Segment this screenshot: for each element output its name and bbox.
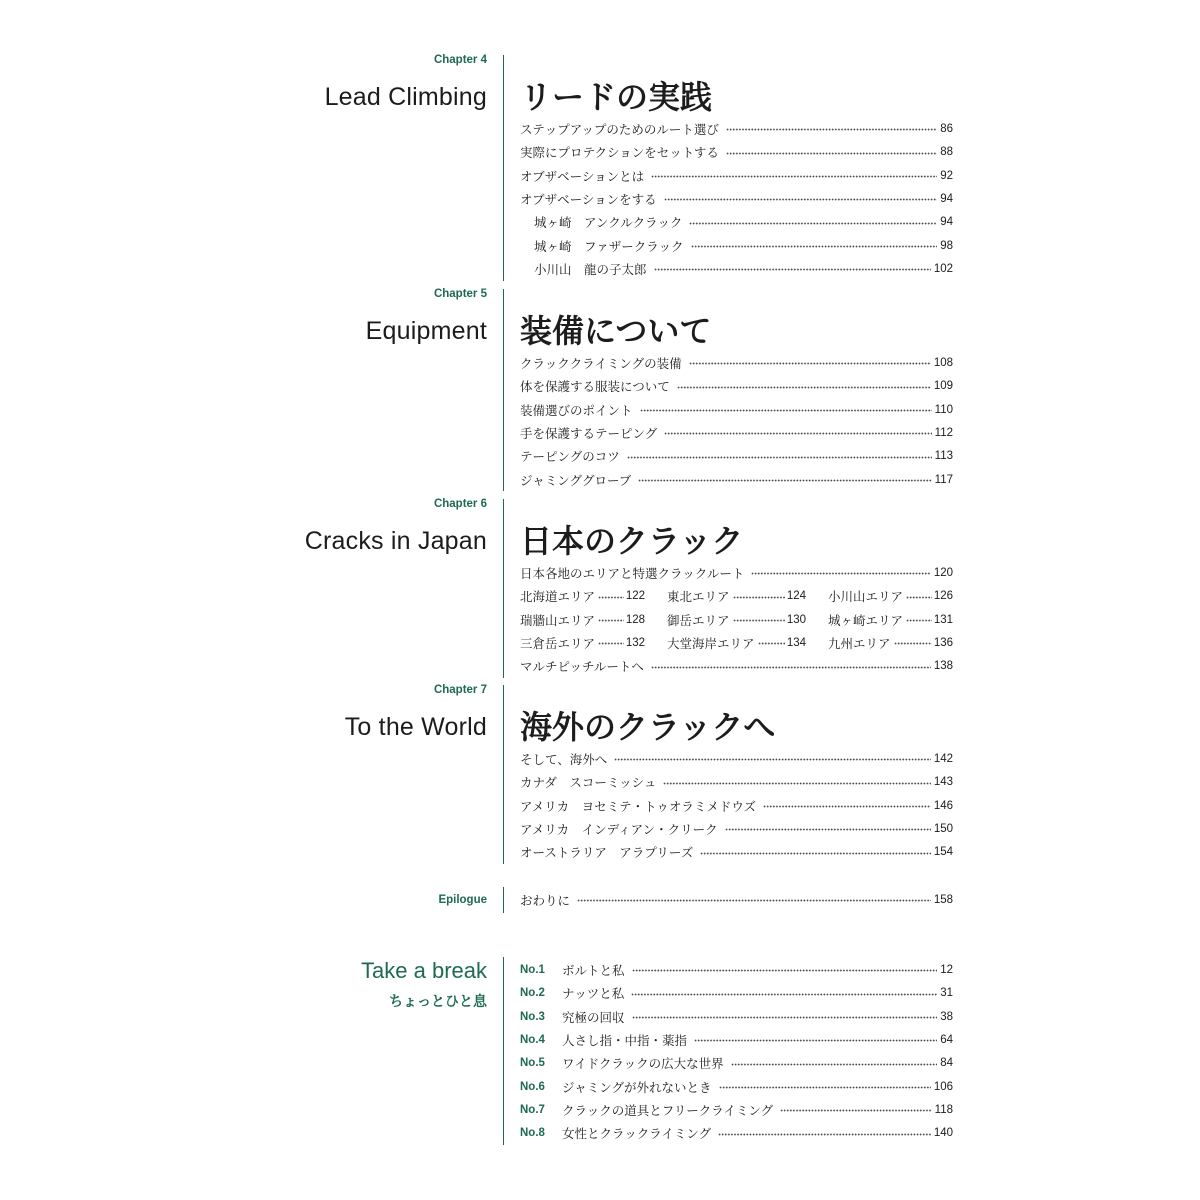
page-number: 12 — [940, 963, 953, 976]
area-entry-title: 御岳エリア — [667, 612, 730, 628]
toc-entry — [520, 958, 953, 981]
toc-entry-title: 女性とクラックライミング — [562, 1126, 712, 1142]
leader-dots — [719, 1086, 931, 1089]
toc-entry-title: そして、海外へ — [520, 751, 608, 767]
page-number: 94 — [940, 216, 953, 229]
toc-entry — [520, 164, 953, 187]
toc-entry-title: 実際にプロテクションをセットする — [520, 145, 719, 161]
area-entry — [828, 631, 953, 654]
leader-dots — [651, 666, 931, 669]
page-number: 109 — [933, 380, 953, 393]
page-number: 128 — [625, 613, 645, 626]
leader-dots — [598, 596, 624, 599]
leader-dots — [677, 386, 931, 389]
leader-dots — [689, 222, 937, 225]
page-number: 94 — [940, 192, 953, 205]
area-entry — [520, 608, 645, 631]
page-number: 143 — [933, 776, 953, 789]
toc-entry-title: 日本各地のエリアと特選クラックルート — [520, 565, 745, 581]
break-number: No.2 — [520, 987, 545, 1000]
toc-sub-entry — [520, 211, 953, 234]
toc-entry-title: アメリカ ヨセミテ・トゥオラミメドウズ — [520, 798, 756, 814]
break-title-en: Take a break — [361, 958, 487, 983]
section-divider — [503, 499, 504, 678]
page-number: 136 — [933, 636, 953, 649]
area-entry-title: 九州エリア — [828, 635, 891, 651]
leader-dots — [906, 596, 932, 599]
leader-dots — [664, 432, 931, 435]
chapter-5-section — [0, 287, 1200, 493]
toc-entry-title: ジャミンググローブ — [520, 472, 632, 488]
toc-entry-title: 城ヶ崎 アンクルクラック — [534, 215, 683, 231]
page-number: 138 — [933, 660, 953, 673]
page-number: 113 — [934, 450, 953, 463]
leader-dots — [654, 268, 931, 271]
page-number: 117 — [934, 473, 953, 486]
page-number: 131 — [933, 613, 953, 626]
page-number: 38 — [940, 1010, 953, 1023]
area-entry-title: 城ヶ崎エリア — [828, 612, 904, 628]
leader-dots — [691, 245, 938, 248]
leader-dots — [632, 969, 938, 972]
toc-entry — [520, 1098, 953, 1121]
toc-list — [520, 958, 953, 1145]
toc-entry-title: 体を保護する服装について — [520, 379, 670, 395]
toc-list — [520, 888, 953, 911]
leader-dots — [632, 1016, 938, 1019]
toc-entry — [520, 141, 953, 164]
area-row — [520, 631, 953, 654]
toc-entry-title: テーピングのコツ — [520, 449, 620, 465]
leader-dots — [598, 619, 624, 622]
leader-dots — [763, 805, 931, 808]
toc-entry — [520, 888, 953, 911]
break-number: No.1 — [520, 963, 545, 976]
chapter-label: Chapter 7 — [433, 684, 487, 696]
toc-entry-title: 手を保護するテーピング — [520, 425, 658, 441]
page-number: 142 — [933, 752, 953, 765]
leader-dots — [751, 572, 930, 575]
page-number: 98 — [940, 239, 953, 252]
leader-dots — [664, 198, 938, 201]
leader-dots — [638, 479, 931, 482]
toc-sub-entry — [520, 257, 953, 280]
area-entry — [667, 608, 806, 631]
toc-entry — [520, 468, 953, 491]
toc-entry — [520, 398, 953, 421]
section-divider — [503, 289, 504, 491]
break-number: No.8 — [520, 1127, 545, 1140]
page-number: 132 — [625, 636, 645, 649]
area-entry — [520, 631, 645, 654]
toc-entry-title: 装備選びのポイント — [520, 402, 633, 418]
toc-entry-title: 究極の回収 — [562, 1009, 625, 1025]
leader-dots — [780, 1109, 932, 1112]
page-number: 112 — [934, 426, 953, 439]
area-entry — [667, 585, 806, 608]
toc-entry-title: ステップアップのためのルート選び — [520, 121, 719, 137]
page-number: 86 — [940, 122, 953, 135]
leader-dots — [631, 993, 937, 996]
page-number: 110 — [934, 403, 953, 416]
area-row — [520, 608, 953, 631]
toc-entry — [520, 375, 953, 398]
area-entry-title: 三倉岳エリア — [520, 635, 596, 651]
toc-list — [520, 117, 953, 280]
section-divider — [503, 55, 504, 281]
toc-entry-title: 人さし指・中指・薬指 — [562, 1032, 688, 1048]
page-number: 134 — [786, 636, 806, 649]
break-number: No.4 — [520, 1033, 545, 1046]
leader-dots — [694, 1039, 937, 1042]
page-number: 31 — [940, 987, 953, 1000]
chapter-label: Epilogue — [438, 894, 487, 906]
leader-dots — [651, 175, 937, 178]
area-entry-title: 大堂海岸エリア — [667, 635, 755, 651]
leader-dots — [894, 642, 932, 645]
page-number: 102 — [933, 262, 953, 275]
page-number: 130 — [786, 613, 806, 626]
toc-entry — [520, 187, 953, 210]
toc-entry — [520, 445, 953, 468]
page-number: 108 — [933, 356, 953, 369]
leader-dots — [614, 758, 931, 761]
chapter-6-section — [0, 497, 1200, 680]
toc-entry-title: オブザベーションをする — [520, 191, 657, 207]
leader-dots — [733, 596, 785, 599]
toc-entry-title: クラックの道具とフリークライミング — [562, 1102, 774, 1118]
page-number: 158 — [933, 893, 953, 906]
page-number: 150 — [933, 822, 953, 835]
chapter-label: Chapter 5 — [433, 288, 487, 300]
break-number: No.3 — [520, 1010, 545, 1023]
toc-sub-entry — [520, 234, 953, 257]
section-divider — [503, 887, 504, 913]
toc-entry — [520, 1028, 953, 1051]
toc-entry-title: アメリカ インディアン・クリーク — [520, 821, 718, 837]
take-a-break-section — [0, 956, 1200, 1148]
chapter-title-ja: 装備について — [520, 312, 712, 350]
toc-entry-title: ジャミングが外れないとき — [562, 1079, 712, 1095]
page-number: 120 — [933, 566, 953, 579]
toc-entry — [520, 421, 953, 444]
leader-dots — [725, 828, 931, 831]
toc-entry — [520, 841, 953, 864]
chapter-7-section — [0, 683, 1200, 866]
toc-entry — [520, 561, 953, 584]
toc-entry-title: ワイドクラックの広大な世界 — [562, 1056, 724, 1072]
toc-list — [520, 747, 953, 864]
chapter-label: Chapter 6 — [433, 498, 487, 510]
break-number: No.7 — [520, 1103, 545, 1116]
toc-entry — [520, 351, 953, 374]
area-entry-title: 小川山エリア — [828, 589, 904, 605]
chapter-title-en: Cracks in Japan — [304, 527, 487, 555]
page-number: 122 — [625, 590, 645, 603]
leader-dots — [598, 642, 624, 645]
page-number: 92 — [940, 169, 953, 182]
chapter-title-en: Equipment — [365, 317, 487, 345]
toc-list — [520, 351, 953, 491]
toc-entry-title: ナッツと私 — [562, 986, 625, 1002]
leader-dots — [700, 852, 931, 855]
area-entry — [667, 631, 806, 654]
toc-entry — [520, 1005, 953, 1028]
page-number: 118 — [934, 1103, 953, 1116]
page-number: 88 — [940, 146, 953, 159]
toc-list — [520, 561, 953, 678]
chapter-title-ja: 海外のクラックへ — [520, 708, 776, 746]
toc-entry-title: オーストラリア アラプリーズ — [520, 845, 694, 861]
area-entry-title: 東北エリア — [667, 589, 730, 605]
section-divider — [503, 957, 504, 1145]
toc-entry — [520, 1122, 953, 1145]
toc-entry-title: ボルトと私 — [562, 962, 625, 978]
area-entry-title: 北海道エリア — [520, 589, 596, 605]
toc-entry-title: おわりに — [520, 892, 571, 908]
toc-entry — [520, 794, 953, 817]
chapter-title-en: To the World — [344, 713, 487, 741]
toc-entry-title: オブザベーションとは — [520, 168, 645, 184]
toc-entry — [520, 982, 953, 1005]
toc-entry-title: クラッククライミングの装備 — [520, 355, 682, 371]
break-title-ja: ちょっとひと息 — [389, 994, 487, 1010]
page-number: 146 — [933, 799, 953, 812]
section-divider — [503, 685, 504, 864]
leader-dots — [689, 362, 931, 365]
toc-entry — [520, 817, 953, 840]
toc-entry — [520, 1075, 953, 1098]
page-number: 124 — [786, 590, 806, 603]
toc-entry-title: マルチピッチルートへ — [520, 659, 644, 675]
epilogue-section — [0, 886, 1200, 914]
leader-dots — [726, 128, 937, 131]
area-row — [520, 585, 953, 608]
area-entry — [520, 585, 645, 608]
chapter-title-ja: 日本のクラック — [520, 522, 744, 560]
leader-dots — [726, 152, 937, 155]
page-number: 106 — [933, 1080, 953, 1093]
leader-dots — [733, 619, 785, 622]
toc-entry — [520, 771, 953, 794]
leader-dots — [731, 1063, 938, 1066]
toc-entry-title: 小川山 龍の子太郎 — [534, 261, 647, 277]
break-number: No.5 — [520, 1057, 545, 1070]
toc-entry — [520, 1052, 953, 1075]
area-entry-title: 瑞牆山エリア — [520, 612, 596, 628]
leader-dots — [577, 899, 931, 902]
page-number: 126 — [933, 590, 953, 603]
area-entry — [828, 585, 953, 608]
page-number: 64 — [940, 1033, 953, 1046]
toc-entry-title: 城ヶ崎 ファザークラック — [534, 238, 684, 254]
toc-entry — [520, 655, 953, 678]
leader-dots — [663, 782, 930, 785]
break-number: No.6 — [520, 1080, 545, 1093]
chapter-label: Chapter 4 — [433, 54, 487, 66]
chapter-4-section — [0, 53, 1200, 283]
chapter-title-ja: リードの実践 — [520, 78, 713, 116]
leader-dots — [627, 456, 932, 459]
page-number: 154 — [933, 846, 953, 859]
leader-dots — [906, 619, 932, 622]
area-entry — [828, 608, 953, 631]
toc-entry-title: カナダ スコーミッシュ — [520, 775, 657, 791]
page-number: 140 — [933, 1127, 953, 1140]
page-number: 84 — [940, 1057, 953, 1070]
chapter-title-en: Lead Climbing — [324, 83, 487, 111]
toc-entry — [520, 117, 953, 140]
leader-dots — [758, 642, 785, 645]
leader-dots — [640, 409, 932, 412]
leader-dots — [718, 1133, 931, 1136]
toc-entry — [520, 747, 953, 770]
